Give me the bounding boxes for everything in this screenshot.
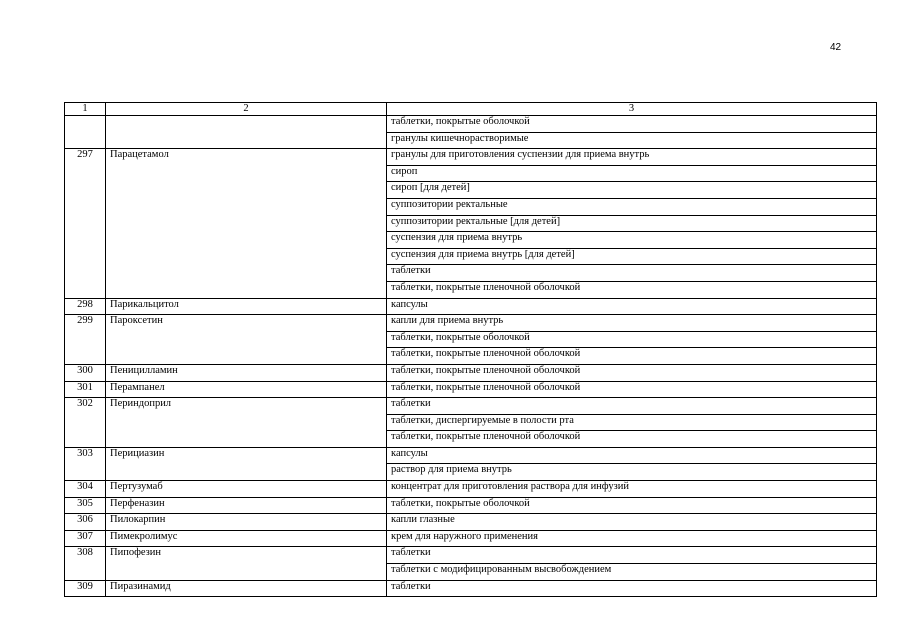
dosage-form: таблетки — [387, 265, 877, 282]
drug-name: Пеницилламин — [106, 364, 387, 381]
row-number: 302 — [65, 398, 106, 448]
drug-name: Перфеназин — [106, 497, 387, 514]
row-number: 297 — [65, 149, 106, 298]
dosage-form: крем для наружного применения — [387, 530, 877, 547]
table-row — [65, 514, 877, 531]
dosage-form: сироп — [387, 165, 877, 182]
dosage-form: таблетки, диспергируемые в полости рта — [387, 414, 877, 431]
table-row — [65, 547, 877, 564]
row-number: 299 — [65, 315, 106, 365]
table-row — [65, 497, 877, 514]
dosage-form: капсулы — [387, 447, 877, 464]
dosage-form: таблетки, покрытые пленочной оболочкой — [387, 381, 877, 398]
header-col-3: 3 — [387, 103, 877, 116]
table-row — [65, 530, 877, 547]
table-row — [65, 580, 877, 597]
dosage-form: таблетки, покрытые оболочкой — [387, 497, 877, 514]
table-row — [65, 364, 877, 381]
dosage-form: таблетки — [387, 580, 877, 597]
dosage-form: таблетки, покрытые пленочной оболочкой — [387, 431, 877, 448]
dosage-form: таблетки, покрытые оболочкой — [387, 331, 877, 348]
row-number: 301 — [65, 381, 106, 398]
dosage-form: капсулы — [387, 298, 877, 315]
dosage-form: гранулы кишечнорастворимые — [387, 132, 877, 149]
drug-name — [106, 116, 387, 149]
table-row — [65, 116, 877, 133]
dosage-form: таблетки — [387, 547, 877, 564]
dosage-form: раствор для приема внутрь — [387, 464, 877, 481]
row-number: 300 — [65, 364, 106, 381]
dosage-form: капли глазные — [387, 514, 877, 531]
table-row — [65, 149, 877, 166]
drug-name: Парацетамол — [106, 149, 387, 298]
drug-name: Пилокарпин — [106, 514, 387, 531]
dosage-form: таблетки, покрытые пленочной оболочкой — [387, 364, 877, 381]
dosage-form: таблетки, покрытые пленочной оболочкой — [387, 281, 877, 298]
table-row — [65, 447, 877, 464]
row-number: 304 — [65, 481, 106, 498]
drug-name: Пимекролимус — [106, 530, 387, 547]
table-row — [65, 481, 877, 498]
dosage-form: таблетки с модифицированным высвобождением — [387, 564, 877, 581]
drug-name: Перампанел — [106, 381, 387, 398]
dosage-form: гранулы для приготовления суспензии для приема внутрь — [387, 149, 877, 166]
drug-name: Перициазин — [106, 447, 387, 480]
table-row — [65, 298, 877, 315]
header-row — [65, 103, 877, 116]
table-row — [65, 398, 877, 415]
dosage-form: сироп [для детей] — [387, 182, 877, 199]
header-col-1: 1 — [65, 103, 106, 116]
dosage-form: таблетки, покрытые пленочной оболочкой — [387, 348, 877, 365]
row-number — [65, 116, 106, 149]
drug-name: Периндоприл — [106, 398, 387, 448]
dosage-form: суспензия для приема внутрь [для детей] — [387, 248, 877, 265]
row-number: 305 — [65, 497, 106, 514]
drug-name: Пертузумаб — [106, 481, 387, 498]
table-row — [65, 315, 877, 332]
drug-name: Пипофезин — [106, 547, 387, 580]
table-row — [65, 381, 877, 398]
header-col-2: 2 — [106, 103, 387, 116]
page-number: 42 — [830, 42, 842, 53]
drug-name: Парикальцитол — [106, 298, 387, 315]
dosage-form: суппозитории ректальные [для детей] — [387, 215, 877, 232]
row-number: 306 — [65, 514, 106, 531]
dosage-form: концентрат для приготовления раствора для инфузий — [387, 481, 877, 498]
row-number: 307 — [65, 530, 106, 547]
row-number: 309 — [65, 580, 106, 597]
dosage-form: таблетки — [387, 398, 877, 415]
dosage-form: суппозитории ректальные — [387, 198, 877, 215]
row-number: 303 — [65, 447, 106, 480]
dosage-form: суспензия для приема внутрь — [387, 232, 877, 249]
dosage-form: капли для приема внутрь — [387, 315, 877, 332]
table-body — [65, 116, 877, 597]
row-number: 298 — [65, 298, 106, 315]
drug-name: Пароксетин — [106, 315, 387, 365]
row-number: 308 — [65, 547, 106, 580]
drug-name: Пиразинамид — [106, 580, 387, 597]
drug-table — [64, 102, 877, 597]
dosage-form: таблетки, покрытые оболочкой — [387, 116, 877, 133]
